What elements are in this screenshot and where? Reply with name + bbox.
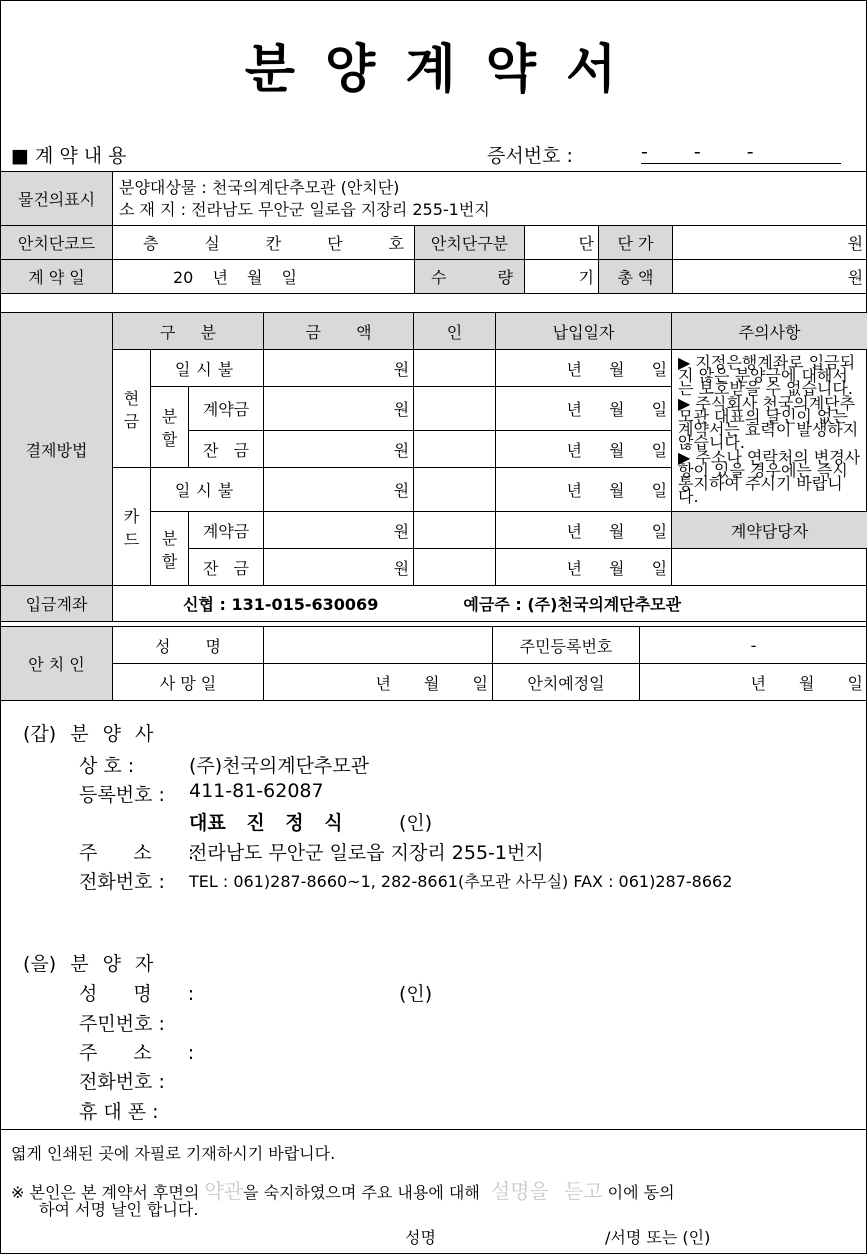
enshrine-date-label: 안치예정일 bbox=[493, 664, 640, 701]
type-label: 안치단구분 bbox=[415, 226, 525, 260]
buyer-addr-label: 주 소 : bbox=[79, 1042, 195, 1064]
ack-post: 이에 동의 bbox=[607, 1183, 675, 1202]
document-title: 분 양 계 약 서 bbox=[244, 40, 623, 100]
account-label: 입금계좌 bbox=[1, 586, 113, 622]
deceased-id-label: 주민등록번호 bbox=[493, 627, 640, 664]
buyer-name-label: 성 명 : bbox=[79, 983, 195, 1005]
footer-sign-suffix[interactable]: /서명 또는 (인) bbox=[605, 1228, 711, 1247]
card-lump-date[interactable]: 년 월 일 bbox=[496, 468, 672, 512]
card-split-label: 분할 bbox=[151, 512, 189, 586]
seller-rep-name: 대표 진 정 식 bbox=[189, 812, 343, 834]
card-lump-seal[interactable] bbox=[414, 468, 496, 512]
type-field[interactable]: 단 bbox=[525, 226, 599, 260]
cash-deposit-seal[interactable] bbox=[414, 387, 496, 431]
seller-addr-value: 전라남도 무안군 일로읍 지장리 255-1번지 bbox=[189, 842, 544, 864]
card-deposit-amount[interactable]: 원 bbox=[264, 512, 414, 549]
contract-section-label: ■ 계 약 내 용 bbox=[11, 145, 127, 167]
card-deposit-seal[interactable] bbox=[414, 512, 496, 549]
header-seal: 인 bbox=[414, 313, 496, 350]
death-date-label: 사 망 일 bbox=[113, 664, 264, 701]
ack-heard-2[interactable]: 듣고 bbox=[563, 1179, 603, 1203]
header-category: 구 분 bbox=[113, 313, 264, 350]
enshrine-date-field[interactable]: 년 월 일 bbox=[640, 664, 867, 701]
account-bank: 신협 : 131-015-630069 bbox=[183, 595, 379, 614]
quantity-label bbox=[415, 260, 525, 294]
account-cell bbox=[113, 586, 867, 622]
cash-balance-seal[interactable] bbox=[414, 431, 496, 468]
deceased-table bbox=[0, 626, 867, 701]
seller-addr-label: 주 소 : bbox=[79, 842, 195, 864]
deceased-name-field[interactable] bbox=[264, 627, 493, 664]
unit-price-label: 단 가 bbox=[599, 226, 673, 260]
quantity-label-text: 수 량 bbox=[431, 268, 513, 287]
cash-balance-amount[interactable]: 원 bbox=[264, 431, 414, 468]
property-cell bbox=[113, 172, 867, 226]
contract-date-label: 계 약 일 bbox=[1, 260, 113, 294]
ack-pre: ※ 본인은 본 계약서 후면의 bbox=[11, 1183, 200, 1202]
cash-deposit-amount[interactable]: 원 bbox=[264, 387, 414, 431]
seller-phone-value: TEL : 061)287-8660~1, 282-8661(추모관 사무실) FAX : 061)287-8662 bbox=[189, 872, 733, 891]
buyer-seal[interactable]: (인) bbox=[399, 983, 433, 1005]
card-lump-amount[interactable]: 원 bbox=[264, 468, 414, 512]
notice-1: ▶ 지정은행계좌로 입금되지 않은 분양금에 대해서는 보호받을 수 없습니다. bbox=[678, 353, 856, 398]
seller-phone-label: 전화번호 : bbox=[79, 871, 165, 893]
footer-ack-line2: 하여 서명 날인 합니다. bbox=[39, 1200, 199, 1219]
ack-terms: 약관 bbox=[204, 1179, 244, 1203]
card-deposit-date[interactable]: 년 월 일 bbox=[496, 512, 672, 549]
code-field[interactable] bbox=[113, 226, 415, 260]
code-room: 실 bbox=[204, 234, 220, 253]
buyer-phone-label: 전화번호 : bbox=[79, 1071, 165, 1093]
seller-seal: (인) bbox=[399, 812, 433, 834]
cash-lump-seal[interactable] bbox=[414, 350, 496, 387]
card-label: 카드 bbox=[113, 468, 151, 586]
card-balance-amount[interactable]: 원 bbox=[264, 549, 414, 586]
header-notice: 주의사항 bbox=[672, 313, 867, 350]
header-pay-date: 납입일자 bbox=[496, 313, 672, 350]
footer-sign-label: 성명 bbox=[405, 1228, 436, 1247]
seller-heading: (갑) 분 양 사 bbox=[23, 723, 154, 745]
payment-table bbox=[0, 312, 867, 622]
cert-number-value[interactable]: - - - bbox=[641, 141, 841, 164]
code-label: 안치단코드 bbox=[1, 226, 113, 260]
footer-instruction: 엷게 인쇄된 곳에 자필로 기재하시기 바랍니다. bbox=[11, 1144, 336, 1163]
deceased-id-field[interactable]: - bbox=[640, 627, 867, 664]
deceased-name-label: 성 명 bbox=[113, 627, 264, 664]
ack-mid: 을 숙지하였으며 주요 내용에 대해 bbox=[243, 1183, 480, 1202]
code-number: 호 bbox=[388, 234, 404, 253]
seller-reg-value: 411-81-62087 bbox=[189, 780, 324, 802]
cash-deposit-label: 계약금 bbox=[189, 387, 264, 431]
card-deposit-label: 계약금 bbox=[189, 512, 264, 549]
cash-deposit-date[interactable]: 년 월 일 bbox=[496, 387, 672, 431]
seller-reg-label: 등록번호 : bbox=[79, 784, 165, 806]
cash-split-label: 분할 bbox=[151, 387, 189, 468]
cash-lump-label: 일시불 bbox=[151, 350, 264, 387]
property-line-2: 소 재 지 : 전라남도 무안군 일로읍 지장리 255-1번지 bbox=[119, 199, 490, 219]
unit-price-field[interactable]: 원 bbox=[673, 226, 867, 260]
buyer-heading: (을) 분 양 자 bbox=[23, 953, 154, 975]
card-lump-label: 일시불 bbox=[151, 468, 264, 512]
code-floor: 층 bbox=[143, 234, 159, 253]
contract-info-table bbox=[0, 171, 867, 294]
seller-company-value: (주)천국의계단추모관 bbox=[189, 755, 370, 777]
total-label: 총 액 bbox=[599, 260, 673, 294]
property-line-1: 분양대상물 : 천국의계단추모관 (안치단) bbox=[119, 177, 400, 197]
notice-box bbox=[672, 350, 867, 512]
cash-label: 현금 bbox=[113, 350, 151, 468]
cash-lump-amount[interactable]: 원 bbox=[264, 350, 414, 387]
contract-date-field[interactable]: 20 년 월 일 bbox=[113, 260, 415, 294]
code-tier: 단 bbox=[327, 234, 343, 253]
code-column: 칸 bbox=[265, 234, 282, 253]
cash-balance-label: 잔 금 bbox=[189, 431, 264, 468]
quantity-field[interactable]: 기 bbox=[525, 260, 599, 294]
account-holder: 예금주 : (주)천국의계단추모관 bbox=[463, 595, 682, 614]
card-balance-date[interactable]: 년 월 일 bbox=[496, 549, 672, 586]
total-field[interactable]: 원 bbox=[673, 260, 867, 294]
notice-3: ▶ 주소나 연락처의 변경사항이 있을 경우에는 즉시 통지하여 주시기 바랍니다. bbox=[678, 448, 861, 506]
header-amount: 금 액 bbox=[264, 313, 414, 350]
property-label: 물건의표시 bbox=[1, 172, 113, 226]
seller-company-label: 상 호 : bbox=[79, 755, 135, 777]
death-date-field[interactable]: 년 월 일 bbox=[264, 664, 493, 701]
deceased-label: 안 치 인 bbox=[1, 627, 113, 701]
card-balance-label: 잔 금 bbox=[189, 549, 264, 586]
buyer-id-label: 주민번호 : bbox=[79, 1013, 165, 1035]
manager-field[interactable] bbox=[672, 549, 867, 586]
manager-label: 계약담당자 bbox=[672, 512, 867, 549]
payment-method-label: 결제방법 bbox=[1, 313, 113, 586]
cash-lump-date[interactable]: 년 월 일 bbox=[496, 350, 672, 387]
ack-heard-1[interactable]: 설명을 bbox=[490, 1179, 549, 1203]
cash-balance-date[interactable]: 년 월 일 bbox=[496, 431, 672, 468]
cert-number-label: 증서번호 : bbox=[487, 145, 573, 167]
notice-2: ▶ 주식회사 천국의계단추모관 대표의 날인이 없는 계약서는 효력이 발생하지 않습니다. bbox=[678, 394, 859, 452]
buyer-mobile-label: 휴 대 폰 : bbox=[79, 1101, 159, 1123]
card-balance-seal[interactable] bbox=[414, 549, 496, 586]
